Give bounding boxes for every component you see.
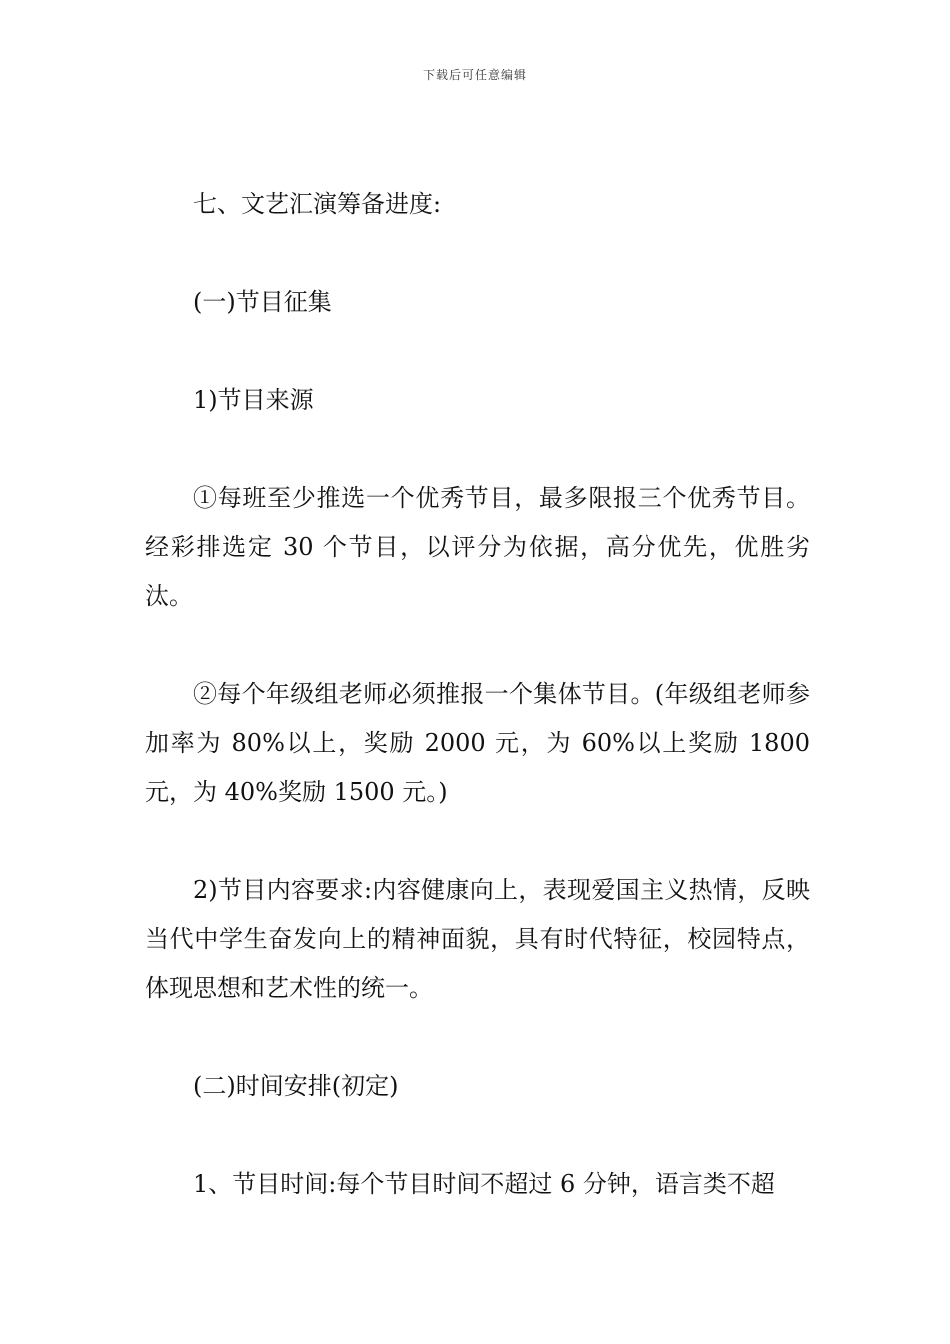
item-heading: 1)节目来源 (193, 386, 314, 414)
document-body (145, 180, 810, 1258)
section-heading: 七、文艺汇演筹备进度: (193, 190, 442, 218)
subsection-heading: (一)节目征集 (193, 288, 332, 316)
body-paragraph: ②每个年级组老师必须推报一个集体节目。(年级组老师参加率为 80%以上，奖励 2000 元，为 60%以上奖励 1800 元，为 40%奖励 1500 元。) (145, 680, 810, 806)
body-paragraph: 2)节目内容要求:内容健康向上，表现爱国主义热情，反映当代中学生奋发向上的精神面貌，具有时代特征，校园特点，体现思想和艺术性的统一。 (145, 876, 810, 1002)
body-paragraph: ①每班至少推选一个优秀节目，最多限报三个优秀节目。经彩排选定 30 个节目，以评分为依据，高分优先，优胜劣汰。 (145, 484, 810, 610)
body-paragraph: 1、节目时间:每个节目时间不超过 6 分钟，语言类不超 (193, 1170, 775, 1198)
subsection-heading: (二)时间安排(初定) (193, 1072, 399, 1100)
page-header-note: 下载后可任意编辑 (422, 68, 527, 82)
